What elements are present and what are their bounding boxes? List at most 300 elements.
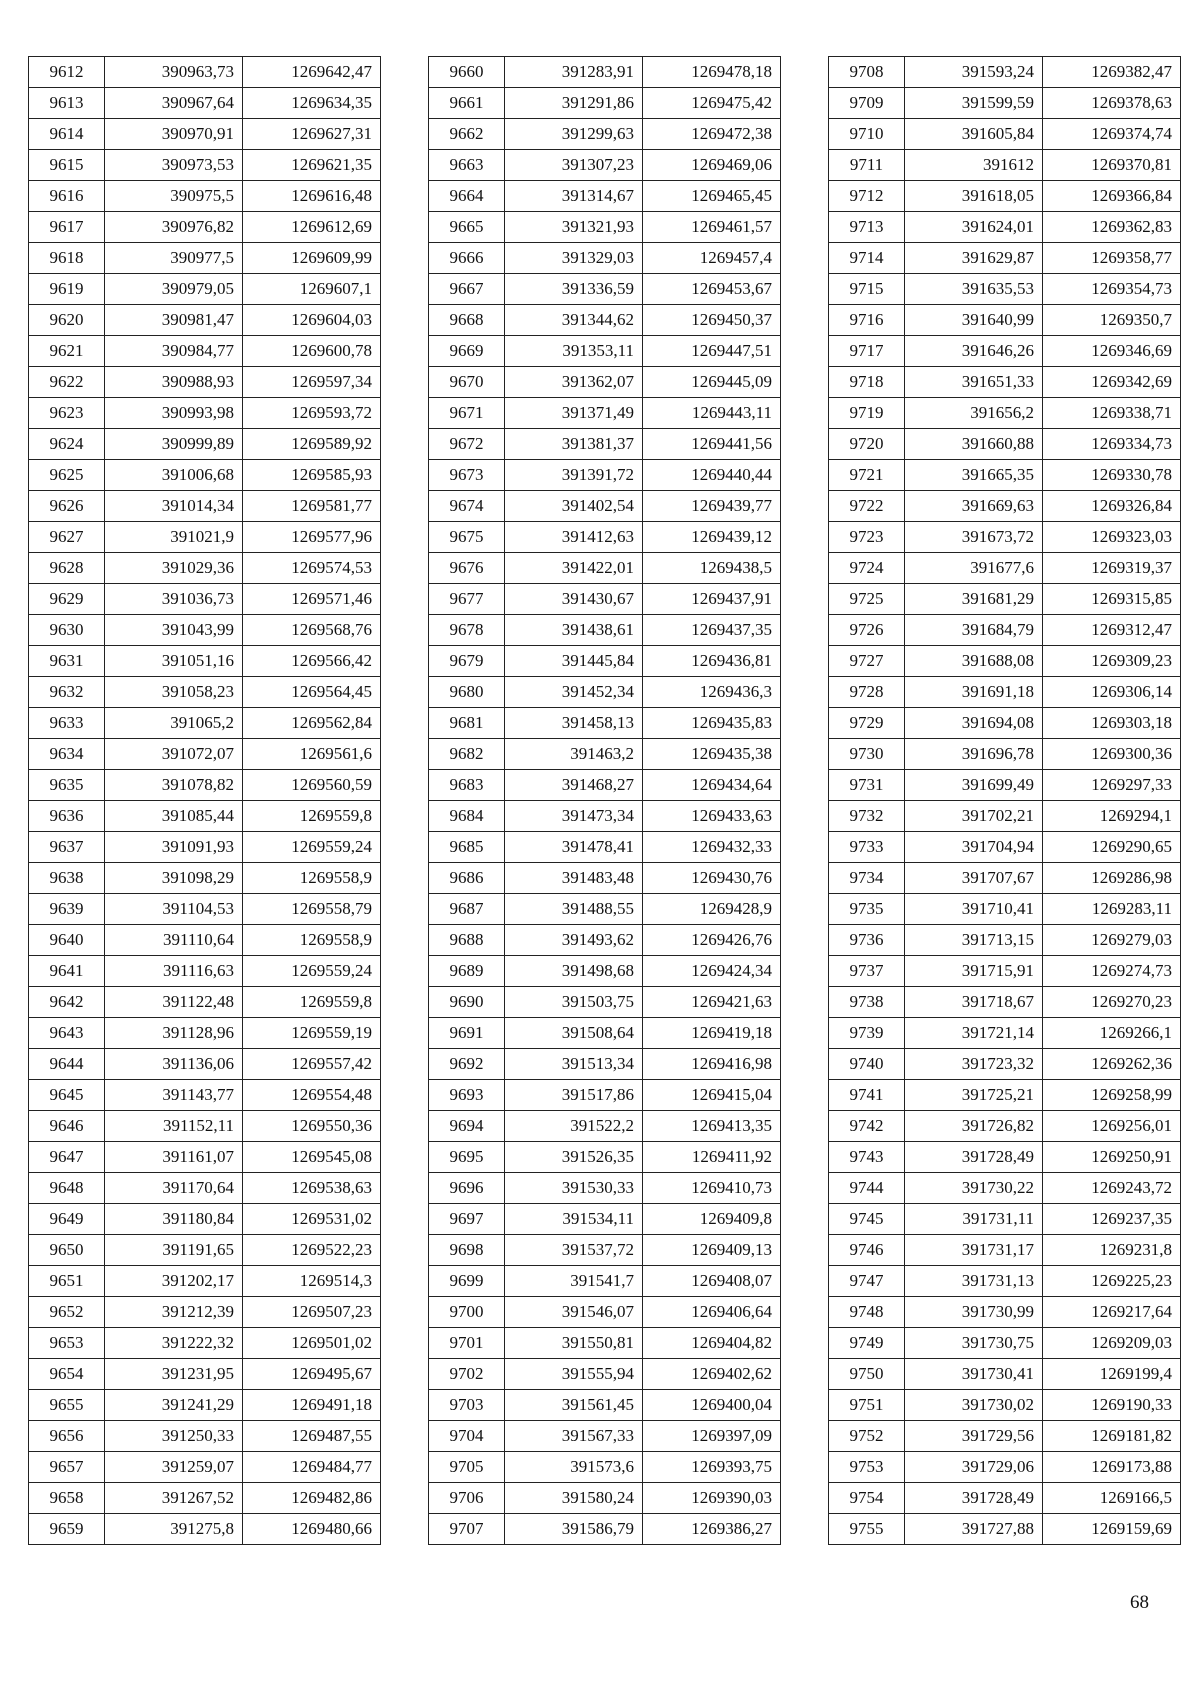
table-row — [429, 491, 781, 522]
y-coordinate-cell: 1269393,75 — [643, 1452, 781, 1483]
table-body — [29, 57, 381, 1545]
point-number-cell: 9650 — [29, 1235, 105, 1266]
x-coordinate-cell: 391143,77 — [105, 1080, 243, 1111]
y-coordinate-cell: 1269433,63 — [643, 801, 781, 832]
x-coordinate-cell: 391231,95 — [105, 1359, 243, 1390]
y-coordinate-cell: 1269453,67 — [643, 274, 781, 305]
y-coordinate-cell: 1269306,14 — [1043, 677, 1181, 708]
point-number-cell: 9637 — [29, 832, 105, 863]
x-coordinate-cell: 391085,44 — [105, 801, 243, 832]
table-row — [29, 212, 381, 243]
x-coordinate-cell: 391458,13 — [505, 708, 643, 739]
table-row — [29, 1080, 381, 1111]
x-coordinate-cell: 391710,41 — [905, 894, 1043, 925]
point-number-cell: 9651 — [29, 1266, 105, 1297]
y-coordinate-cell: 1269199,4 — [1043, 1359, 1181, 1390]
table-row — [429, 894, 781, 925]
point-number-cell: 9727 — [829, 646, 905, 677]
x-coordinate-cell: 391259,07 — [105, 1452, 243, 1483]
x-coordinate-cell: 391493,62 — [505, 925, 643, 956]
point-number-cell: 9657 — [29, 1452, 105, 1483]
table-row — [29, 987, 381, 1018]
point-number-cell: 9670 — [429, 367, 505, 398]
point-number-cell: 9622 — [29, 367, 105, 398]
y-coordinate-cell: 1269475,42 — [643, 88, 781, 119]
point-number-cell: 9658 — [29, 1483, 105, 1514]
table-row — [429, 460, 781, 491]
x-coordinate-cell: 391503,75 — [505, 987, 643, 1018]
y-coordinate-cell: 1269243,72 — [1043, 1173, 1181, 1204]
point-number-cell: 9737 — [829, 956, 905, 987]
y-coordinate-cell: 1269627,31 — [243, 119, 381, 150]
y-coordinate-cell: 1269426,76 — [643, 925, 781, 956]
x-coordinate-cell: 391624,01 — [905, 212, 1043, 243]
point-number-cell: 9629 — [29, 584, 105, 615]
table-row — [429, 987, 781, 1018]
x-coordinate-cell: 391283,91 — [505, 57, 643, 88]
x-coordinate-cell: 391715,91 — [905, 956, 1043, 987]
x-coordinate-cell: 391730,22 — [905, 1173, 1043, 1204]
point-number-cell: 9696 — [429, 1173, 505, 1204]
point-number-cell: 9755 — [829, 1514, 905, 1545]
x-coordinate-cell: 390988,93 — [105, 367, 243, 398]
x-coordinate-cell: 391635,53 — [905, 274, 1043, 305]
table-row — [29, 243, 381, 274]
y-coordinate-cell: 1269300,36 — [1043, 739, 1181, 770]
table-row — [829, 1235, 1181, 1266]
point-number-cell: 9752 — [829, 1421, 905, 1452]
y-coordinate-cell: 1269571,46 — [243, 584, 381, 615]
y-coordinate-cell: 1269390,03 — [643, 1483, 781, 1514]
point-number-cell: 9654 — [29, 1359, 105, 1390]
point-number-cell: 9659 — [29, 1514, 105, 1545]
point-number-cell: 9617 — [29, 212, 105, 243]
x-coordinate-cell: 390984,77 — [105, 336, 243, 367]
point-number-cell: 9725 — [829, 584, 905, 615]
point-number-cell: 9709 — [829, 88, 905, 119]
table-row — [429, 1421, 781, 1452]
y-coordinate-cell: 1269432,33 — [643, 832, 781, 863]
x-coordinate-cell: 391704,94 — [905, 832, 1043, 863]
table-row — [429, 1297, 781, 1328]
x-coordinate-cell: 391731,17 — [905, 1235, 1043, 1266]
table-row — [29, 1514, 381, 1545]
table-row — [29, 491, 381, 522]
point-number-cell: 9624 — [29, 429, 105, 460]
table-row — [829, 1204, 1181, 1235]
point-number-cell: 9753 — [829, 1452, 905, 1483]
y-coordinate-cell: 1269338,71 — [1043, 398, 1181, 429]
table-row — [429, 57, 781, 88]
coordinate-table-1 — [28, 56, 381, 1545]
y-coordinate-cell: 1269319,37 — [1043, 553, 1181, 584]
x-coordinate-cell: 391161,07 — [105, 1142, 243, 1173]
point-number-cell: 9693 — [429, 1080, 505, 1111]
y-coordinate-cell: 1269436,81 — [643, 646, 781, 677]
point-number-cell: 9699 — [429, 1266, 505, 1297]
point-number-cell: 9698 — [429, 1235, 505, 1266]
y-coordinate-cell: 1269559,19 — [243, 1018, 381, 1049]
y-coordinate-cell: 1269522,23 — [243, 1235, 381, 1266]
x-coordinate-cell: 390975,5 — [105, 181, 243, 212]
point-number-cell: 9649 — [29, 1204, 105, 1235]
point-number-cell: 9623 — [29, 398, 105, 429]
table-row — [429, 677, 781, 708]
point-number-cell: 9615 — [29, 150, 105, 181]
y-coordinate-cell: 1269386,27 — [643, 1514, 781, 1545]
x-coordinate-cell: 390970,91 — [105, 119, 243, 150]
y-coordinate-cell: 1269577,96 — [243, 522, 381, 553]
y-coordinate-cell: 1269461,57 — [643, 212, 781, 243]
y-coordinate-cell: 1269487,55 — [243, 1421, 381, 1452]
point-number-cell: 9746 — [829, 1235, 905, 1266]
table-row — [29, 57, 381, 88]
point-number-cell: 9730 — [829, 739, 905, 770]
y-coordinate-cell: 1269585,93 — [243, 460, 381, 491]
x-coordinate-cell: 391530,33 — [505, 1173, 643, 1204]
y-coordinate-cell: 1269604,03 — [243, 305, 381, 336]
table-body — [429, 57, 781, 1545]
y-coordinate-cell: 1269430,76 — [643, 863, 781, 894]
y-coordinate-cell: 1269173,88 — [1043, 1452, 1181, 1483]
x-coordinate-cell: 391513,34 — [505, 1049, 643, 1080]
y-coordinate-cell: 1269438,5 — [643, 553, 781, 584]
table-row — [429, 336, 781, 367]
point-number-cell: 9747 — [829, 1266, 905, 1297]
point-number-cell: 9708 — [829, 57, 905, 88]
y-coordinate-cell: 1269315,85 — [1043, 584, 1181, 615]
point-number-cell: 9674 — [429, 491, 505, 522]
y-coordinate-cell: 1269437,91 — [643, 584, 781, 615]
table-row — [429, 1359, 781, 1390]
y-coordinate-cell: 1269415,04 — [643, 1080, 781, 1111]
table-row — [29, 150, 381, 181]
point-number-cell: 9686 — [429, 863, 505, 894]
y-coordinate-cell: 1269480,66 — [243, 1514, 381, 1545]
x-coordinate-cell: 391422,01 — [505, 553, 643, 584]
y-coordinate-cell: 1269330,78 — [1043, 460, 1181, 491]
y-coordinate-cell: 1269402,62 — [643, 1359, 781, 1390]
x-coordinate-cell: 391128,96 — [105, 1018, 243, 1049]
table-row — [429, 150, 781, 181]
table-row — [829, 1142, 1181, 1173]
point-number-cell: 9656 — [29, 1421, 105, 1452]
y-coordinate-cell: 1269443,11 — [643, 398, 781, 429]
y-coordinate-cell: 1269274,73 — [1043, 956, 1181, 987]
point-number-cell: 9731 — [829, 770, 905, 801]
point-number-cell: 9710 — [829, 119, 905, 150]
point-number-cell: 9684 — [429, 801, 505, 832]
point-number-cell: 9681 — [429, 708, 505, 739]
x-coordinate-cell: 391517,86 — [505, 1080, 643, 1111]
y-coordinate-cell: 1269457,4 — [643, 243, 781, 274]
y-coordinate-cell: 1269326,84 — [1043, 491, 1181, 522]
x-coordinate-cell: 391371,49 — [505, 398, 643, 429]
y-coordinate-cell: 1269416,98 — [643, 1049, 781, 1080]
x-coordinate-cell: 391170,64 — [105, 1173, 243, 1204]
point-number-cell: 9640 — [29, 925, 105, 956]
table-row — [29, 894, 381, 925]
x-coordinate-cell: 391202,17 — [105, 1266, 243, 1297]
y-coordinate-cell: 1269270,23 — [1043, 987, 1181, 1018]
point-number-cell: 9702 — [429, 1359, 505, 1390]
y-coordinate-cell: 1269237,35 — [1043, 1204, 1181, 1235]
x-coordinate-cell: 391430,67 — [505, 584, 643, 615]
x-coordinate-cell: 391353,11 — [505, 336, 643, 367]
table-row — [29, 367, 381, 398]
x-coordinate-cell: 390973,53 — [105, 150, 243, 181]
x-coordinate-cell: 391391,72 — [505, 460, 643, 491]
table-row — [29, 1049, 381, 1080]
point-number-cell: 9751 — [829, 1390, 905, 1421]
point-number-cell: 9711 — [829, 150, 905, 181]
x-coordinate-cell: 391718,67 — [905, 987, 1043, 1018]
point-number-cell: 9678 — [429, 615, 505, 646]
point-number-cell: 9620 — [29, 305, 105, 336]
table-row — [429, 1204, 781, 1235]
x-coordinate-cell: 391599,59 — [905, 88, 1043, 119]
table-row — [29, 274, 381, 305]
y-coordinate-cell: 1269597,34 — [243, 367, 381, 398]
table-row — [429, 615, 781, 646]
point-number-cell: 9628 — [29, 553, 105, 584]
y-coordinate-cell: 1269410,73 — [643, 1173, 781, 1204]
y-coordinate-cell: 1269560,59 — [243, 770, 381, 801]
point-number-cell: 9735 — [829, 894, 905, 925]
point-number-cell: 9729 — [829, 708, 905, 739]
point-number-cell: 9695 — [429, 1142, 505, 1173]
point-number-cell: 9700 — [429, 1297, 505, 1328]
x-coordinate-cell: 390981,47 — [105, 305, 243, 336]
table-row — [829, 1018, 1181, 1049]
table-row — [29, 1173, 381, 1204]
x-coordinate-cell: 391180,84 — [105, 1204, 243, 1235]
table-row — [29, 460, 381, 491]
point-number-cell: 9616 — [29, 181, 105, 212]
point-number-cell: 9715 — [829, 274, 905, 305]
y-coordinate-cell: 1269283,11 — [1043, 894, 1181, 925]
y-coordinate-cell: 1269589,92 — [243, 429, 381, 460]
table-row — [829, 429, 1181, 460]
point-number-cell: 9690 — [429, 987, 505, 1018]
table-row — [29, 1421, 381, 1452]
point-number-cell: 9738 — [829, 987, 905, 1018]
x-coordinate-cell: 391725,21 — [905, 1080, 1043, 1111]
point-number-cell: 9754 — [829, 1483, 905, 1514]
table-row — [429, 708, 781, 739]
table-row — [429, 367, 781, 398]
x-coordinate-cell: 390967,64 — [105, 88, 243, 119]
point-number-cell: 9676 — [429, 553, 505, 584]
y-coordinate-cell: 1269642,47 — [243, 57, 381, 88]
y-coordinate-cell: 1269397,09 — [643, 1421, 781, 1452]
point-number-cell: 9647 — [29, 1142, 105, 1173]
y-coordinate-cell: 1269166,5 — [1043, 1483, 1181, 1514]
x-coordinate-cell: 391593,24 — [905, 57, 1043, 88]
point-number-cell: 9719 — [829, 398, 905, 429]
page-number: 68 — [1130, 1592, 1149, 1613]
y-coordinate-cell: 1269181,82 — [1043, 1421, 1181, 1452]
x-coordinate-cell: 391483,48 — [505, 863, 643, 894]
x-coordinate-cell: 391681,29 — [905, 584, 1043, 615]
x-coordinate-cell: 391250,33 — [105, 1421, 243, 1452]
y-coordinate-cell: 1269250,91 — [1043, 1142, 1181, 1173]
x-coordinate-cell: 391567,33 — [505, 1421, 643, 1452]
x-coordinate-cell: 391136,06 — [105, 1049, 243, 1080]
x-coordinate-cell: 391212,39 — [105, 1297, 243, 1328]
point-number-cell: 9631 — [29, 646, 105, 677]
x-coordinate-cell: 391314,67 — [505, 181, 643, 212]
point-number-cell: 9625 — [29, 460, 105, 491]
y-coordinate-cell: 1269558,9 — [243, 863, 381, 894]
point-number-cell: 9660 — [429, 57, 505, 88]
x-coordinate-cell: 391321,93 — [505, 212, 643, 243]
x-coordinate-cell: 391656,2 — [905, 398, 1043, 429]
point-number-cell: 9697 — [429, 1204, 505, 1235]
x-coordinate-cell: 391402,54 — [505, 491, 643, 522]
table-row — [429, 801, 781, 832]
x-coordinate-cell: 391730,75 — [905, 1328, 1043, 1359]
table-row — [29, 1359, 381, 1390]
x-coordinate-cell: 391498,68 — [505, 956, 643, 987]
table-row — [29, 801, 381, 832]
table-row — [829, 863, 1181, 894]
y-coordinate-cell: 1269266,1 — [1043, 1018, 1181, 1049]
x-coordinate-cell: 391730,41 — [905, 1359, 1043, 1390]
x-coordinate-cell: 391651,33 — [905, 367, 1043, 398]
point-number-cell: 9655 — [29, 1390, 105, 1421]
coordinate-table-2 — [428, 56, 781, 1545]
x-coordinate-cell: 391730,99 — [905, 1297, 1043, 1328]
x-coordinate-cell: 391078,82 — [105, 770, 243, 801]
point-number-cell: 9704 — [429, 1421, 505, 1452]
table-row — [429, 956, 781, 987]
y-coordinate-cell: 1269209,03 — [1043, 1328, 1181, 1359]
y-coordinate-cell: 1269559,8 — [243, 987, 381, 1018]
table-row — [829, 460, 1181, 491]
table-row — [829, 1483, 1181, 1514]
x-coordinate-cell: 391463,2 — [505, 739, 643, 770]
table-row — [829, 584, 1181, 615]
table-row — [29, 646, 381, 677]
table-row — [829, 956, 1181, 987]
y-coordinate-cell: 1269562,84 — [243, 708, 381, 739]
table-row — [29, 1390, 381, 1421]
table-row — [29, 553, 381, 584]
table-row — [429, 1266, 781, 1297]
x-coordinate-cell: 391241,29 — [105, 1390, 243, 1421]
x-coordinate-cell: 391445,84 — [505, 646, 643, 677]
y-coordinate-cell: 1269409,13 — [643, 1235, 781, 1266]
table-row — [829, 336, 1181, 367]
y-coordinate-cell: 1269450,37 — [643, 305, 781, 336]
y-coordinate-cell: 1269550,36 — [243, 1111, 381, 1142]
table-row — [829, 57, 1181, 88]
y-coordinate-cell: 1269469,06 — [643, 150, 781, 181]
y-coordinate-cell: 1269447,51 — [643, 336, 781, 367]
x-coordinate-cell: 391534,11 — [505, 1204, 643, 1235]
point-number-cell: 9667 — [429, 274, 505, 305]
table-row — [29, 1452, 381, 1483]
table-row — [29, 398, 381, 429]
point-number-cell: 9694 — [429, 1111, 505, 1142]
table-row — [829, 398, 1181, 429]
point-number-cell: 9728 — [829, 677, 905, 708]
x-coordinate-cell: 391508,64 — [505, 1018, 643, 1049]
table-row — [829, 243, 1181, 274]
x-coordinate-cell: 391640,99 — [905, 305, 1043, 336]
x-coordinate-cell: 391629,87 — [905, 243, 1043, 274]
y-coordinate-cell: 1269559,24 — [243, 956, 381, 987]
table-row — [29, 584, 381, 615]
y-coordinate-cell: 1269478,18 — [643, 57, 781, 88]
point-number-cell: 9688 — [429, 925, 505, 956]
point-number-cell: 9669 — [429, 336, 505, 367]
table-row — [829, 367, 1181, 398]
y-coordinate-cell: 1269334,73 — [1043, 429, 1181, 460]
table-row — [829, 987, 1181, 1018]
y-coordinate-cell: 1269286,98 — [1043, 863, 1181, 894]
point-number-cell: 9613 — [29, 88, 105, 119]
table-row — [29, 677, 381, 708]
x-coordinate-cell: 391729,06 — [905, 1452, 1043, 1483]
y-coordinate-cell: 1269566,42 — [243, 646, 381, 677]
y-coordinate-cell: 1269558,79 — [243, 894, 381, 925]
x-coordinate-cell: 391618,05 — [905, 181, 1043, 212]
y-coordinate-cell: 1269370,81 — [1043, 150, 1181, 181]
table-row — [829, 1390, 1181, 1421]
x-coordinate-cell: 391660,88 — [905, 429, 1043, 460]
point-number-cell: 9724 — [829, 553, 905, 584]
y-coordinate-cell: 1269439,77 — [643, 491, 781, 522]
table-row — [829, 181, 1181, 212]
y-coordinate-cell: 1269190,33 — [1043, 1390, 1181, 1421]
point-number-cell: 9636 — [29, 801, 105, 832]
x-coordinate-cell: 391191,65 — [105, 1235, 243, 1266]
point-number-cell: 9689 — [429, 956, 505, 987]
point-number-cell: 9618 — [29, 243, 105, 274]
y-coordinate-cell: 1269400,04 — [643, 1390, 781, 1421]
table-row — [29, 863, 381, 894]
y-coordinate-cell: 1269434,64 — [643, 770, 781, 801]
table-row — [429, 305, 781, 336]
x-coordinate-cell: 391438,61 — [505, 615, 643, 646]
table-row — [829, 1514, 1181, 1545]
y-coordinate-cell: 1269409,8 — [643, 1204, 781, 1235]
table-row — [829, 1328, 1181, 1359]
table-row — [429, 646, 781, 677]
y-coordinate-cell: 1269574,53 — [243, 553, 381, 584]
point-number-cell: 9612 — [29, 57, 105, 88]
x-coordinate-cell: 390963,73 — [105, 57, 243, 88]
y-coordinate-cell: 1269354,73 — [1043, 274, 1181, 305]
x-coordinate-cell: 391344,62 — [505, 305, 643, 336]
table-row — [429, 398, 781, 429]
x-coordinate-cell: 391336,59 — [505, 274, 643, 305]
point-number-cell: 9632 — [29, 677, 105, 708]
point-number-cell: 9644 — [29, 1049, 105, 1080]
x-coordinate-cell: 391605,84 — [905, 119, 1043, 150]
point-number-cell: 9743 — [829, 1142, 905, 1173]
point-number-cell: 9627 — [29, 522, 105, 553]
x-coordinate-cell: 391299,63 — [505, 119, 643, 150]
y-coordinate-cell: 1269225,23 — [1043, 1266, 1181, 1297]
point-number-cell: 9726 — [829, 615, 905, 646]
point-number-cell: 9713 — [829, 212, 905, 243]
point-number-cell: 9664 — [429, 181, 505, 212]
table-row — [29, 336, 381, 367]
point-number-cell: 9679 — [429, 646, 505, 677]
